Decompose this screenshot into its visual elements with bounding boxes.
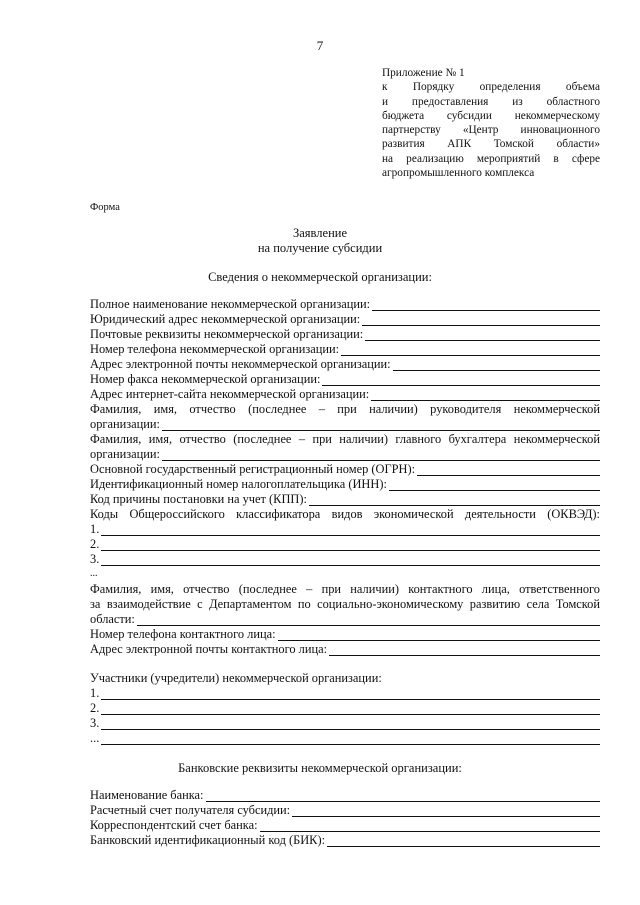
bank-name-field[interactable] [90, 788, 600, 802]
section-heading-bank: Банковские реквизиты некоммерческой организации: [178, 761, 462, 775]
inn-field[interactable] [90, 477, 600, 491]
okved-label: Коды Общероссийского классификатора видов экономической деятельности (ОКВЭД): [90, 507, 600, 521]
fill-line [327, 836, 600, 847]
field-label: Адрес электронной почты некоммерческой организации: [90, 357, 391, 371]
founder-item-field[interactable] [90, 716, 600, 730]
field-label: Почтовые реквизиты некоммерческой организации: [90, 327, 364, 341]
field-label: области: [90, 612, 135, 626]
fill-line [371, 390, 600, 401]
contact-label-line1: Фамилия, имя, отчество (последнее – при наличии) контактного лица, ответственного [90, 582, 600, 596]
appendix-line: на реализацию мероприятий в сфере [382, 152, 600, 165]
legal-address-field[interactable] [90, 312, 600, 326]
okved-ellipsis [90, 567, 600, 581]
item-number: ... [90, 731, 100, 745]
fill-line [101, 540, 600, 551]
kpp-field[interactable] [90, 492, 600, 506]
field-label: Расчетный счет получателя субсидии: [90, 803, 291, 817]
field-label: организации: [90, 417, 160, 431]
appendix-line: партнерству «Центр инновационного [382, 124, 600, 137]
fill-line [417, 465, 600, 476]
appendix-line: бюджета субсидии некоммерческому [382, 109, 600, 122]
fill-line [389, 480, 600, 491]
okved-item-field[interactable] [90, 522, 600, 536]
okved-item-field[interactable] [90, 552, 600, 566]
fill-line [101, 689, 600, 700]
fill-line [278, 630, 600, 641]
fill-line [101, 525, 600, 536]
field-label: организации: [90, 447, 160, 461]
fill-line [372, 300, 600, 311]
fill-line [162, 450, 600, 461]
head-name-field[interactable] [90, 417, 600, 431]
field-label: Номер факса некоммерческой организации: [90, 372, 321, 386]
field-label: Адрес электронной почты контактного лица: [90, 642, 328, 656]
appendix-title: Приложение № 1 [382, 67, 465, 79]
head-name-label: Фамилия, имя, отчество (последнее – при наличии) руководителя некоммерческой [90, 402, 600, 416]
field-label: Банковский идентификационный код (БИК): [90, 833, 326, 847]
fill-line [322, 375, 600, 386]
field-label: Полное наименование некоммерческой организации: [90, 297, 371, 311]
item-number: 2. [90, 701, 100, 715]
fill-line [260, 821, 600, 832]
item-number: 3. [90, 552, 100, 566]
bik-field[interactable] [90, 833, 600, 847]
appendix-block [382, 66, 600, 180]
fill-line [341, 345, 600, 356]
ogrn-field[interactable] [90, 462, 600, 476]
field-label: Основной государственный регистрационный номер (ОГРН): [90, 462, 416, 476]
item-number: ... [90, 568, 98, 579]
accountant-name-field[interactable] [90, 447, 600, 461]
section-heading-org: Сведения о некоммерческой организации: [208, 270, 432, 284]
fill-line [206, 791, 601, 802]
postal-field[interactable] [90, 327, 600, 341]
fill-line [101, 719, 600, 730]
founders-heading [90, 671, 600, 685]
document-subtitle: на получение субсидии [257, 241, 383, 255]
field-label: Код причины постановки на учет (КПП): [90, 492, 307, 506]
fill-line [309, 495, 600, 506]
contact-phone-field[interactable] [90, 627, 600, 641]
fill-line [162, 420, 600, 431]
website-field[interactable] [90, 387, 600, 401]
field-label: Номер телефона контактного лица: [90, 627, 276, 641]
founder-item-field[interactable] [90, 686, 600, 700]
contact-email-field[interactable] [90, 642, 600, 656]
item-number: 2. [90, 537, 100, 551]
field-label: Корреспондентский счет банка: [90, 818, 258, 832]
contact-label-line2: за взаимодействие с Департаментом по социально-экономическому развитию села Томской [90, 597, 600, 611]
founders-heading-text: Участники (учредители) некоммерческой организации: [90, 671, 382, 685]
corr-account-field[interactable] [90, 818, 600, 832]
fill-line [101, 704, 600, 715]
founder-item-field[interactable] [90, 701, 600, 715]
field-label: Адрес интернет-сайта некоммерческой организации: [90, 387, 370, 401]
fill-line [137, 615, 600, 626]
fax-field[interactable] [90, 372, 600, 386]
founder-item-field[interactable] [90, 731, 600, 745]
item-number: 3. [90, 716, 100, 730]
field-label: Наименование банка: [90, 788, 204, 802]
field-label: Идентификационный номер налогоплательщика (ИНН): [90, 477, 387, 491]
appendix-line: агропромышленного комплекса [382, 167, 535, 180]
okved-item-field[interactable] [90, 537, 600, 551]
fill-line [362, 315, 600, 326]
field-label: Юридический адрес некоммерческой организации: [90, 312, 361, 326]
page-number: 7 [316, 38, 324, 53]
appendix-line: развития АПК Томской области» [382, 138, 600, 151]
fill-line [101, 555, 600, 566]
item-number: 1. [90, 686, 100, 700]
full-name-field[interactable] [90, 297, 600, 311]
email-field[interactable] [90, 357, 600, 371]
contact-name-field[interactable] [90, 612, 600, 626]
appendix-line: и предоставления из областного [382, 95, 600, 108]
form-label: Форма [90, 202, 120, 213]
item-number: 1. [90, 522, 100, 536]
accountant-name-label: Фамилия, имя, отчество (последнее – при наличии) главного бухгалтера некоммерческой [90, 432, 600, 446]
fill-line [101, 734, 600, 745]
document-title: Заявление [292, 226, 347, 240]
fill-line [329, 645, 600, 656]
fill-line [292, 806, 600, 817]
appendix-line: к Порядку определения объема [382, 81, 600, 94]
fill-line [365, 330, 600, 341]
account-field[interactable] [90, 803, 600, 817]
phone-field[interactable] [90, 342, 600, 356]
field-label: Номер телефона некоммерческой организации: [90, 342, 340, 356]
fill-line [393, 360, 600, 371]
